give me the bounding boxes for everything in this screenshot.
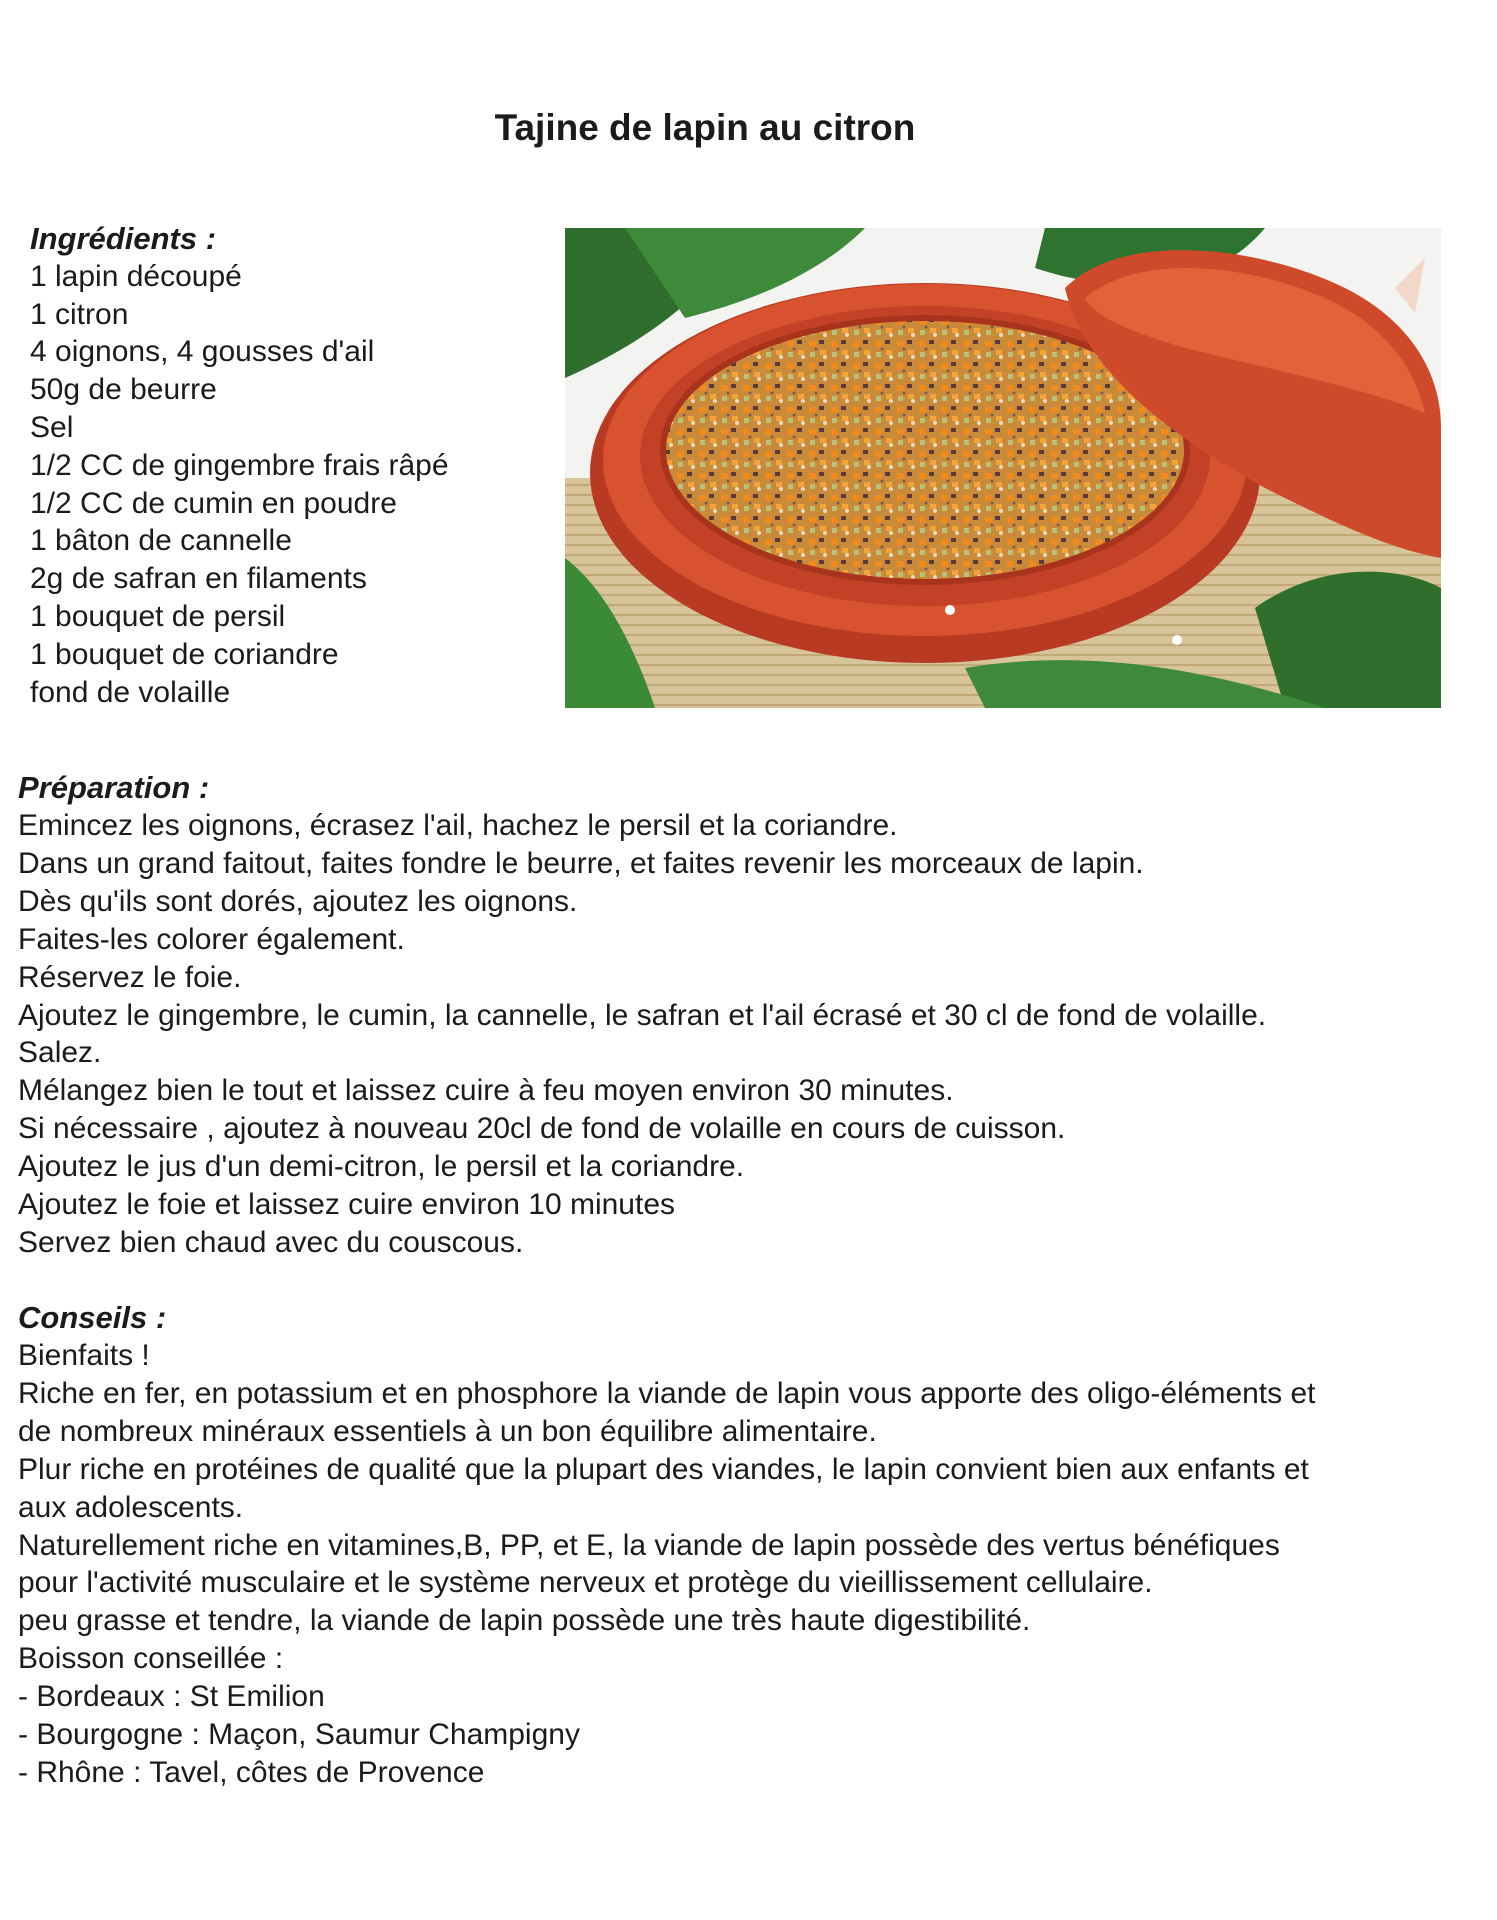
ingredient-item: Sel (30, 410, 74, 444)
preparation-heading: Préparation : (18, 770, 210, 805)
preparation-step: Faites-les colorer également. (18, 922, 405, 956)
recipe-title: Tajine de lapin au citron (494, 107, 916, 148)
ingredients-heading: Ingrédients : (30, 221, 217, 256)
conseils-line: pour l'activité musculaire et le système nerveux et protège du vieillissement cellulaire. (18, 1566, 1153, 1600)
conseils-line: Riche en fer, en potassium et en phosphore la viande de lapin vous apporte des oligo-éléments et (18, 1376, 1316, 1410)
preparation-step: Ajoutez le gingembre, le cumin, la cannelle, le safran et l'ail écrasé et 30 cl de fond de volaille. (18, 998, 1267, 1032)
conseils-heading: Conseils : (18, 1300, 167, 1335)
conseils-line: aux adolescents. (18, 1490, 244, 1524)
ingredient-item: 2g de safran en filaments (30, 562, 367, 596)
preparation-step: Servez bien chaud avec du couscous. (18, 1225, 524, 1259)
ingredient-item: 4 oignons, 4 gousses d'ail (30, 335, 375, 369)
ingredient-item: 1 citron (30, 297, 129, 331)
ingredient-item: fond de volaille (30, 675, 231, 709)
conseils-line: Boisson conseillée : (18, 1642, 284, 1676)
conseils-line: Naturellement riche en vitamines,B, PP, et E, la viande de lapin possède des vertus bénéfiques (18, 1528, 1280, 1562)
preparation-step: Mélangez bien le tout et laissez cuire à feu moyen environ 30 minutes. (18, 1074, 954, 1108)
preparation-step: Ajoutez le foie et laissez cuire environ 10 minutes (18, 1188, 676, 1222)
preparation-step: Emincez les oignons, écrasez l'ail, hachez le persil et la coriandre. (18, 809, 898, 842)
preparation-step: Dans un grand faitout, faites fondre le beurre, et faites revenir les morceaux de lapin. (18, 846, 1144, 880)
preparation-step: Salez. (18, 1036, 102, 1070)
ingredient-item: 1 lapin découpé (30, 259, 242, 293)
ingredient-item: 1 bâton de cannelle (30, 524, 292, 558)
tajine-photo (565, 228, 1441, 708)
ingredient-item: 50g de beurre (30, 373, 217, 407)
conseils-line: de nombreux minéraux essentiels à un bon équilibre alimentaire. (18, 1414, 877, 1448)
conseils-section (18, 1299, 1488, 1792)
conseils-line: - Bordeaux : St Emilion (18, 1680, 325, 1714)
ingredient-item: 1/2 CC de gingembre frais râpé (30, 448, 449, 482)
conseils-line: peu grasse et tendre, la viande de lapin possède une très haute digestibilité. (18, 1604, 1031, 1638)
tajine-illustration (565, 228, 1441, 708)
preparation-step: Si nécessaire , ajoutez à nouveau 20cl de fond de volaille en cours de cuisson. (18, 1112, 1066, 1146)
preparation-step: Dès qu'ils sont dorés, ajoutez les oignons. (18, 884, 578, 918)
preparation-section (18, 769, 1478, 1262)
preparation-step: Réservez le foie. (18, 960, 242, 994)
ingredient-item: 1 bouquet de persil (30, 599, 286, 633)
conseils-line: - Rhône : Tavel, côtes de Provence (18, 1755, 485, 1789)
conseils-line: Plur riche en protéines de qualité que la plupart des viandes, le lapin convient bien aux enfants et (18, 1452, 1309, 1486)
ingredient-item: 1 bouquet de coriandre (30, 637, 339, 671)
conseils-line: Bienfaits ! (18, 1339, 150, 1372)
ingredients-section (30, 220, 550, 711)
ingredient-item: 1/2 CC de cumin en poudre (30, 486, 397, 520)
conseils-line: - Bourgogne : Maçon, Saumur Champigny (18, 1718, 580, 1752)
preparation-step: Ajoutez le jus d'un demi-citron, le persil et la coriandre. (18, 1150, 745, 1184)
